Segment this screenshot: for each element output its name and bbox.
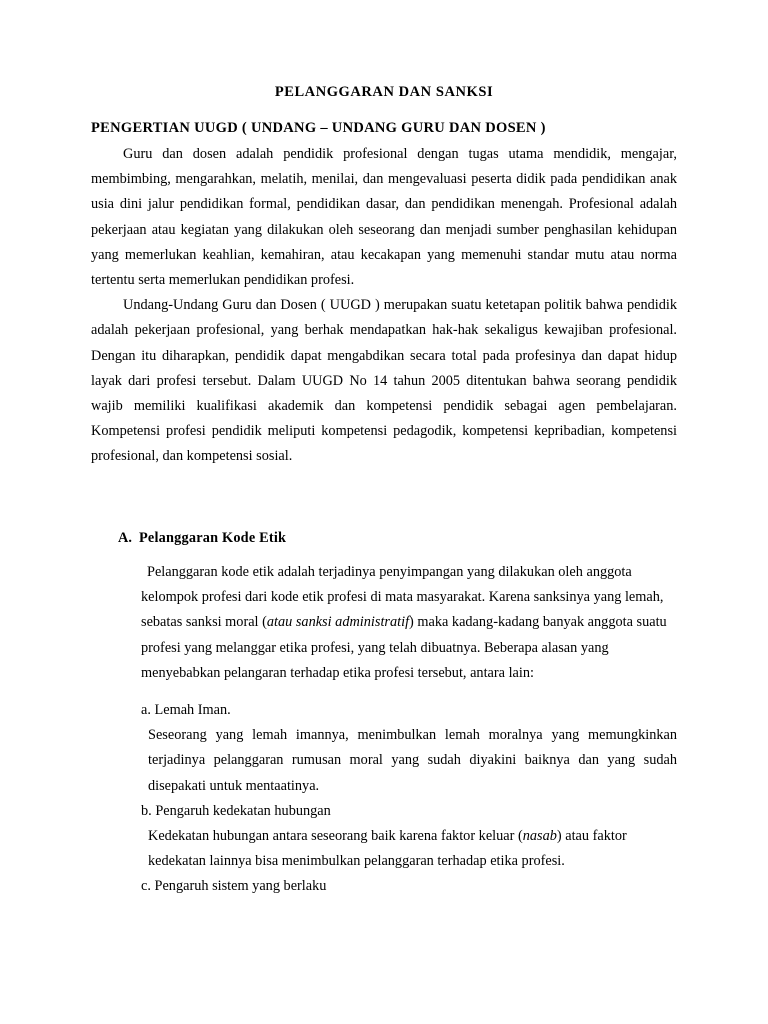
list-item bbox=[141, 874, 677, 899]
intro-text-after-italic: ) maka kadang-kadang banyak anggota suatu profesi yang melanggar etika profesi, yang telah dibuatnya. Beberapa alasan yang menyebabkan pelangaran terhadap etika profesi tersebut, antara lain: bbox=[141, 614, 667, 681]
document-body bbox=[91, 80, 677, 470]
list-item-a-label: Lemah Iman. bbox=[154, 702, 231, 718]
list-item-b-body-before-italic: Kedekatan hubungan antara seseorang baik karena faktor keluar ( bbox=[148, 828, 523, 845]
list-item-a-marker: a. bbox=[141, 702, 151, 718]
section-a-intro-block bbox=[141, 560, 677, 686]
list-item-a-title bbox=[141, 698, 677, 723]
list-item-c-label: Pengaruh sistem yang berlaku bbox=[154, 878, 327, 895]
section-a-heading bbox=[118, 526, 677, 551]
intro-text-before-italic: Pelanggaran kode etik adalah terjadinya penyimpangan yang dilakukan oleh anggota kelompok profesi dari kode etik profesi di mata masyarakat. Karena sanksinya yang lemah, sebatas sanksi moral ( bbox=[141, 564, 664, 631]
list-item-a-body bbox=[141, 723, 677, 799]
list-item-c-marker: c. bbox=[141, 878, 151, 895]
section-a-heading-block bbox=[118, 526, 677, 551]
section-a-reason-list bbox=[141, 698, 677, 900]
paragraph-undang-undang-guru-dosen: Undang-Undang Guru dan Dosen ( UUGD ) merupakan suatu ketetapan politik bahwa pendidik adalah pekerjaan profesional, yang berhak mendapatkan hak-hak sekaligus kewajiban profesional. Dengan itu diharapkan, pendidik dapat mengabdikan secara total pada profesinya dan dapat hidup layak dari profesi tersebut. Dalam UUGD No 14 tahun 2005 ditentukan bahwa seorang pendidik wajib memiliki kualifikasi akademik dan kompetensi pendidik sebagai agen pembelajaran. Kompetensi profesi pendidik meliputi kompetensi pedagodik, kompetensi kepribadian, kompetensi profesional, dan kompetensi sosial. bbox=[91, 297, 677, 465]
section-a-marker: A. bbox=[118, 530, 132, 546]
list-item-b-body-after-italic: ) atau faktor kedekatan lainnya bisa menimbulkan pelanggaran terhadap etika profesi. bbox=[148, 828, 627, 870]
list-item-b-title bbox=[141, 799, 677, 824]
list-item-b-marker: b. bbox=[141, 802, 152, 819]
section-heading-pengertian-uugd: PENGERTIAN UUGD ( UNDANG – UNDANG GURU DAN DOSEN ) bbox=[91, 120, 546, 136]
list-item-a-body-before-italic: Seseorang yang lemah imannya, menimbulkan lemah moralnya yang memungkinkan terjadinya pelanggaran rumusan moral yang sudah diyakini baiknya dan yang sudah disepakati untuk mentaatinya. bbox=[148, 727, 677, 794]
paragraph-definisi-guru-dosen: Guru dan dosen adalah pendidik profesional dengan tugas utama mendidik, mengajar, membimbing, mengarahkan, melatih, menilai, dan mengevaluasi peserta didik pada pendidikan anak usia dini jalur pendidikan formal, pendidikan dasar, dan pendidikan menengah. Profesional adalah pekerjaan atau kegiatan yang dilakukan oleh seseorang dan menjadi sumber penghasilan kehidupan yang memerlukan keahlian, kemahiran, atau kecakapan yang memenuhi standar mutu atau norma tertentu serta memerlukan pendidikan profesi. bbox=[91, 146, 677, 289]
section-a-label: Pelanggaran Kode Etik bbox=[139, 530, 287, 546]
list-item-b-label: Pengaruh kedekatan hubungan bbox=[155, 802, 331, 819]
page-title: PELANGGARAN DAN SANKSI bbox=[274, 84, 494, 100]
intro-text-italic: atau sanksi administratif bbox=[266, 614, 410, 631]
list-item bbox=[141, 698, 677, 799]
list-item bbox=[141, 799, 677, 875]
list-item-b-body-italic: nasab bbox=[522, 828, 557, 845]
section-a-intro-paragraph bbox=[141, 560, 677, 686]
list-item-b-body bbox=[141, 824, 677, 874]
list-item-c-title bbox=[141, 874, 677, 899]
